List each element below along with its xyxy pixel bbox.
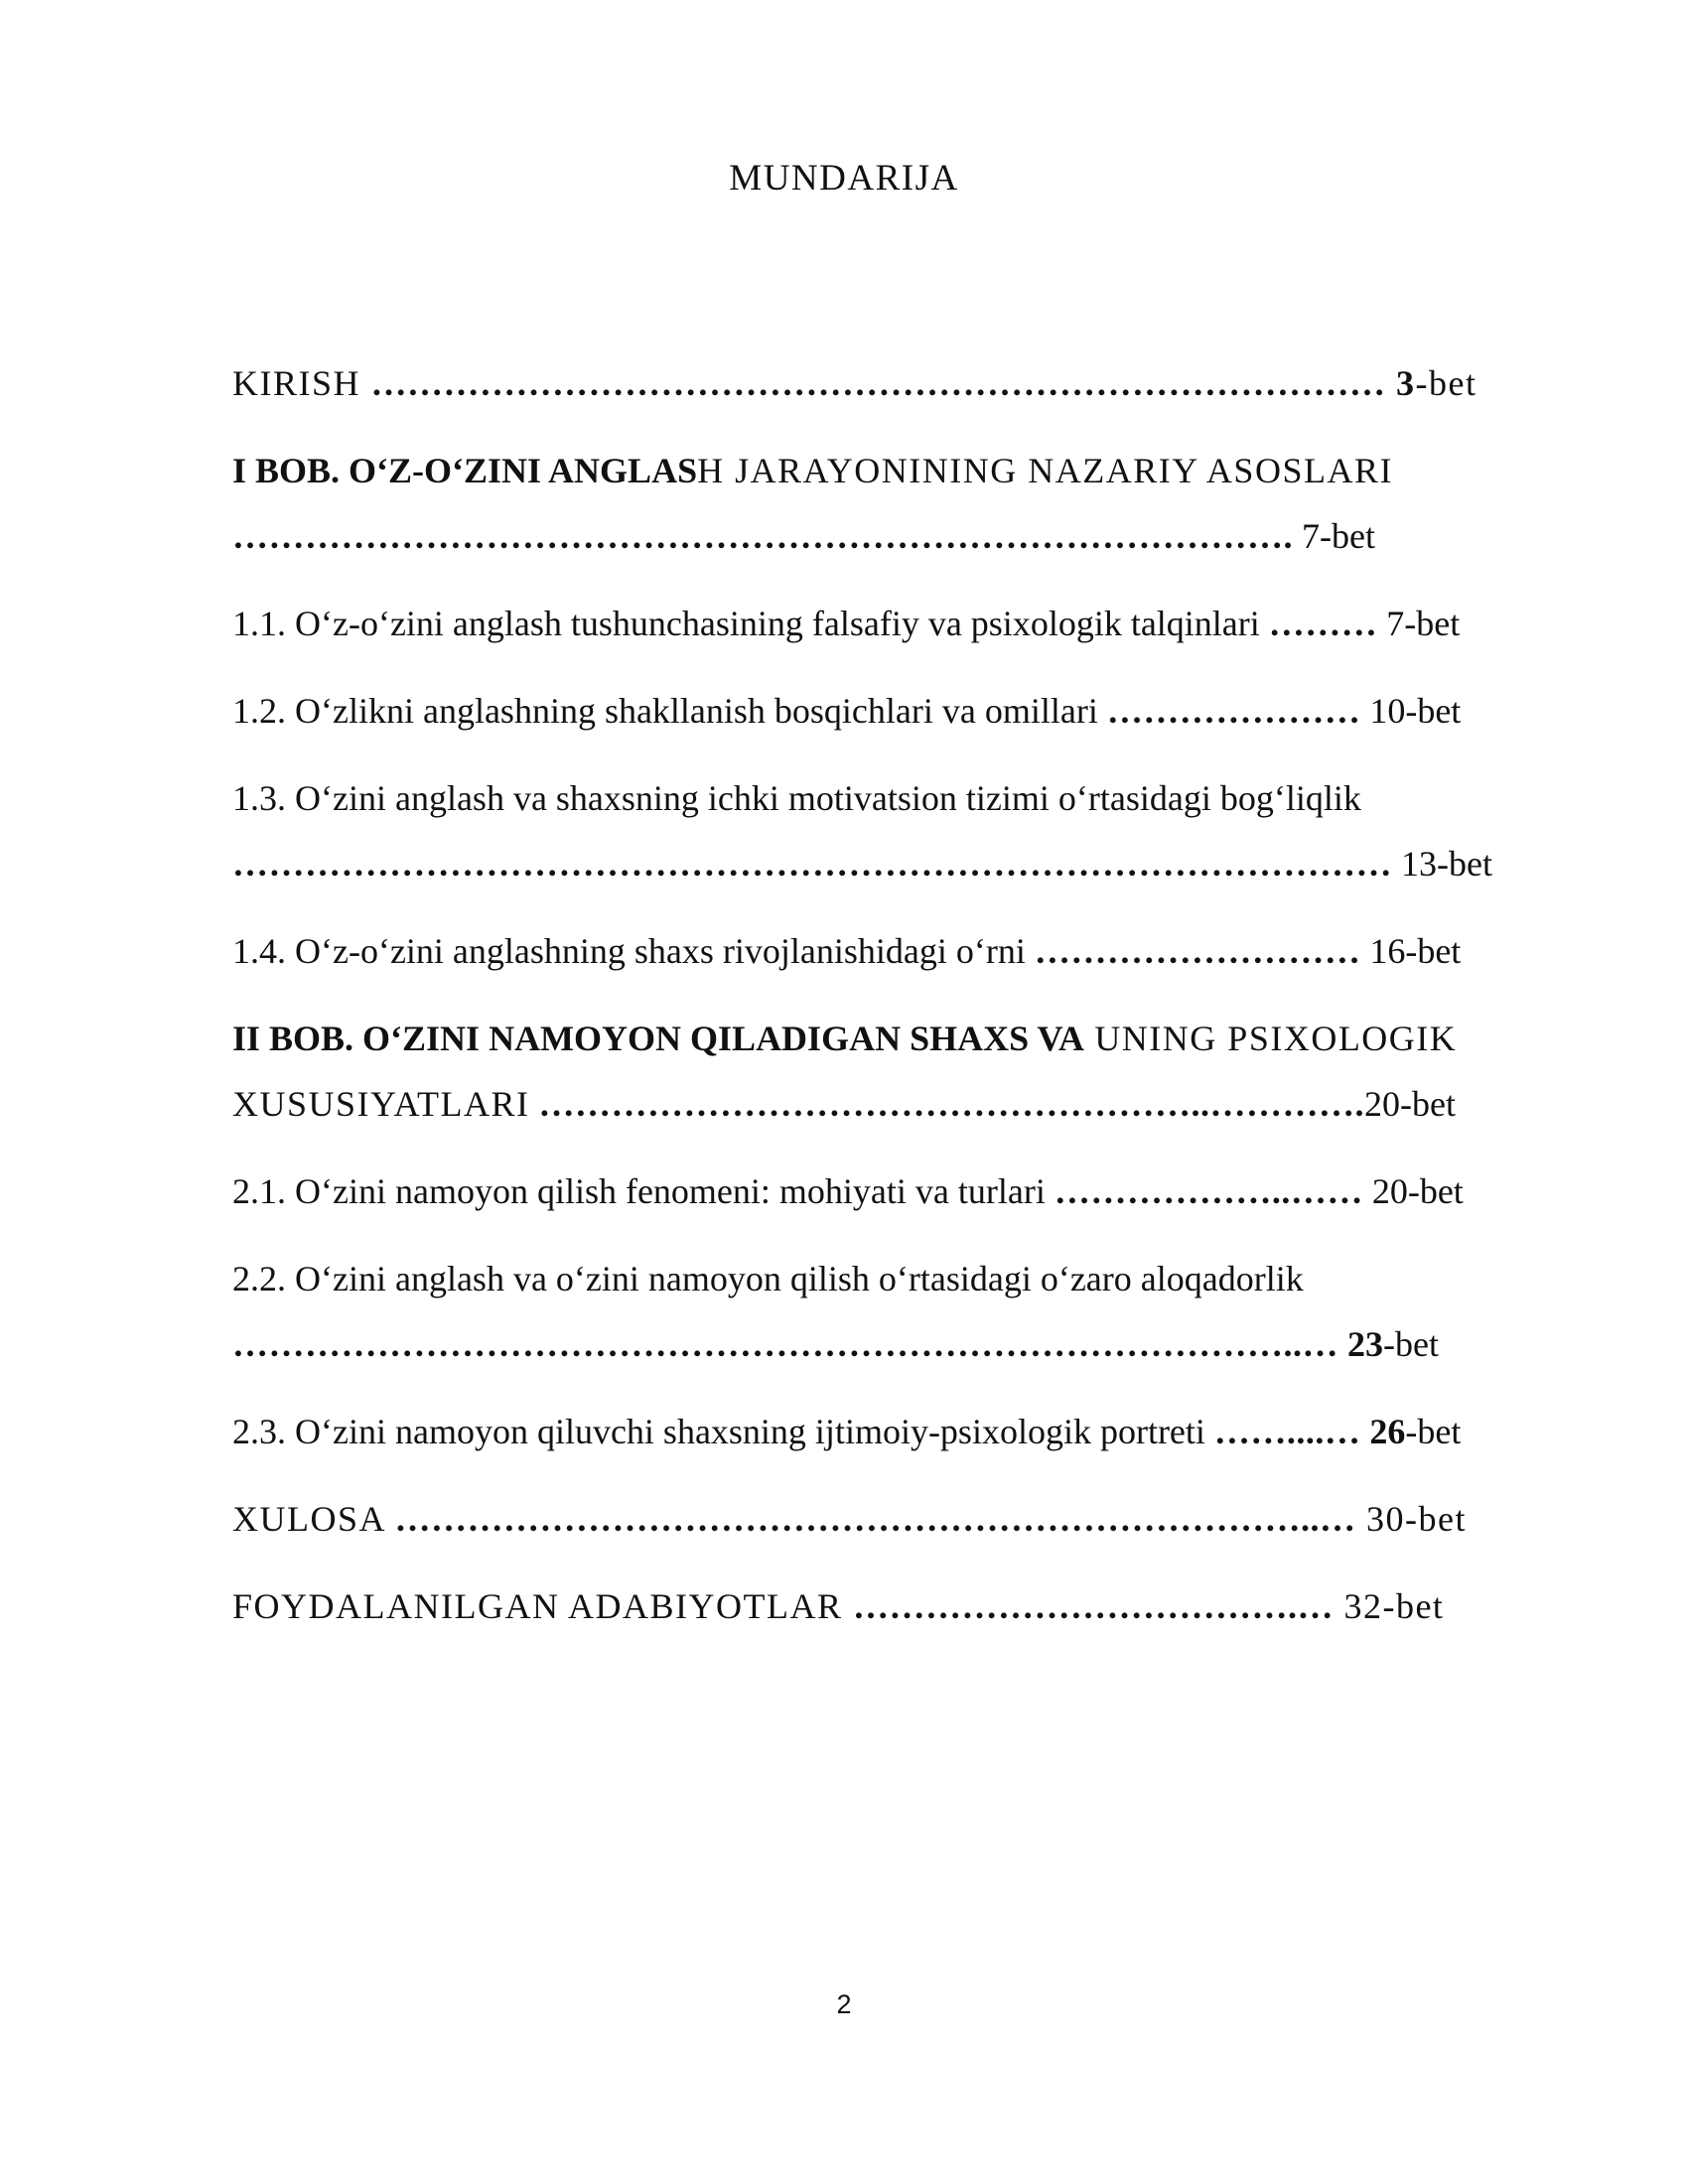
toc-label: XULOSA xyxy=(232,1499,385,1539)
toc-leader-dots: ………………… xyxy=(1106,691,1361,731)
toc-leader-dots: ………………..…… xyxy=(1054,1171,1363,1211)
toc-page-number: 26 xyxy=(1369,1412,1406,1451)
toc-entry-adabiyotlar xyxy=(232,1584,1444,1628)
toc-label: 2.2. O‘zini anglash va o‘zini namoyon qilish o‘rtasidagi o‘zaro aloqadorlik xyxy=(232,1259,1304,1298)
toc-page-suffix: -bet xyxy=(1383,1324,1439,1364)
toc-label: FOYDALANILGAN ADABIYOTLAR xyxy=(232,1586,843,1626)
page-number: 2 xyxy=(836,1989,852,2019)
toc-label-continued: XUSUSIYATLARI xyxy=(232,1084,530,1124)
toc-label: 1.4. O‘z-o‘zini anglashning shaxs rivojlanishidagi o‘rni xyxy=(232,931,1026,971)
toc-leader-dots: ……....… xyxy=(1213,1412,1361,1451)
toc-entry-1-2 xyxy=(232,689,1461,733)
toc-leader-dots: …………………………………………………………………..… xyxy=(394,1499,1356,1539)
toc-page: 30-bet xyxy=(1366,1499,1467,1539)
toc-page-number: 3 xyxy=(1396,363,1416,403)
toc-leader-dots: …………………………………………………………………………………… xyxy=(232,844,1392,884)
toc-label: 2.1. O‘zini namoyon qilish fenomeni: mohiyati va turlari xyxy=(232,1171,1046,1211)
toc-page: 13-bet xyxy=(1401,844,1492,884)
toc-page: 7-bet xyxy=(1293,516,1375,556)
page-title: MUNDARIJA xyxy=(729,158,959,199)
toc-leader-dots: ………………………………………………..…………. xyxy=(538,1084,1365,1124)
toc-entry-1-3-leader xyxy=(232,842,1492,886)
toc-label-rest: H JARAYONINING NAZARIY ASOSLARI xyxy=(697,451,1393,490)
toc-entry-2-3 xyxy=(232,1410,1461,1453)
toc-entry-chapter-1-leader xyxy=(232,514,1375,558)
toc-page-number: 23 xyxy=(1347,1324,1383,1364)
toc-page: 7-bet xyxy=(1386,604,1461,643)
toc-label-rest: UNING PSIXOLOGIK xyxy=(1083,1019,1458,1058)
toc-label: 1.2. O‘zlikni anglashning shakllanish bosqichlari va omillari xyxy=(232,691,1098,731)
toc-label-bold: I BOB. O‘Z-O‘ZINI ANGLAS xyxy=(232,451,698,490)
toc-page: 16-bet xyxy=(1369,931,1462,971)
toc-page-suffix: -bet xyxy=(1415,363,1477,403)
toc-page: 20-bet xyxy=(1371,1171,1464,1211)
toc-leader-dots: ……………………………………………………………………………..… xyxy=(232,1324,1338,1364)
toc-entry-2-1 xyxy=(232,1169,1464,1213)
toc-entry-chapter-2-line2 xyxy=(232,1082,1456,1126)
toc-leader-dots: ……………………… xyxy=(1034,931,1361,971)
toc-entry-1-1 xyxy=(232,602,1460,645)
toc-entry-1-4 xyxy=(232,929,1461,973)
toc-entry-2-2-leader xyxy=(232,1322,1439,1366)
toc-leader-dots: ……… xyxy=(1268,604,1378,643)
toc-entry-1-3 xyxy=(232,776,1361,820)
toc-leader-dots: ……………………………….… xyxy=(852,1586,1334,1626)
toc-page: 10-bet xyxy=(1369,691,1462,731)
toc-label-bold: II BOB. O‘ZINI NAMOYON QILADIGAN SHAXS VA xyxy=(232,1019,1084,1058)
toc-leader-dots: ………………………………………………………………………… xyxy=(370,363,1386,403)
toc-entry-chapter-2 xyxy=(232,1017,1457,1060)
toc-label: 1.3. O‘zini anglash va shaxsning ichki motivatsion tizimi o‘rtasidagi bog‘liqlik xyxy=(232,778,1361,818)
toc-label: KIRISH xyxy=(232,363,361,403)
toc-label: 2.3. O‘zini namoyon qiluvchi shaxsning ijtimoiy-psixologik portreti xyxy=(232,1412,1205,1451)
toc-entry-kirish xyxy=(232,361,1477,405)
toc-entry-2-2 xyxy=(232,1257,1304,1300)
toc-page: 20-bet xyxy=(1364,1084,1456,1124)
toc-entry-xulosa xyxy=(232,1497,1467,1541)
toc-label: 1.1. O‘z-o‘zini anglash tushunchasining falsafiy va psixologik talqinlari xyxy=(232,604,1260,643)
toc-page-suffix: -bet xyxy=(1405,1412,1462,1451)
toc-entry-chapter-1 xyxy=(232,449,1393,492)
toc-leader-dots: ……………………………………………………………………………. xyxy=(232,516,1293,556)
toc-page: 32-bet xyxy=(1343,1586,1445,1626)
